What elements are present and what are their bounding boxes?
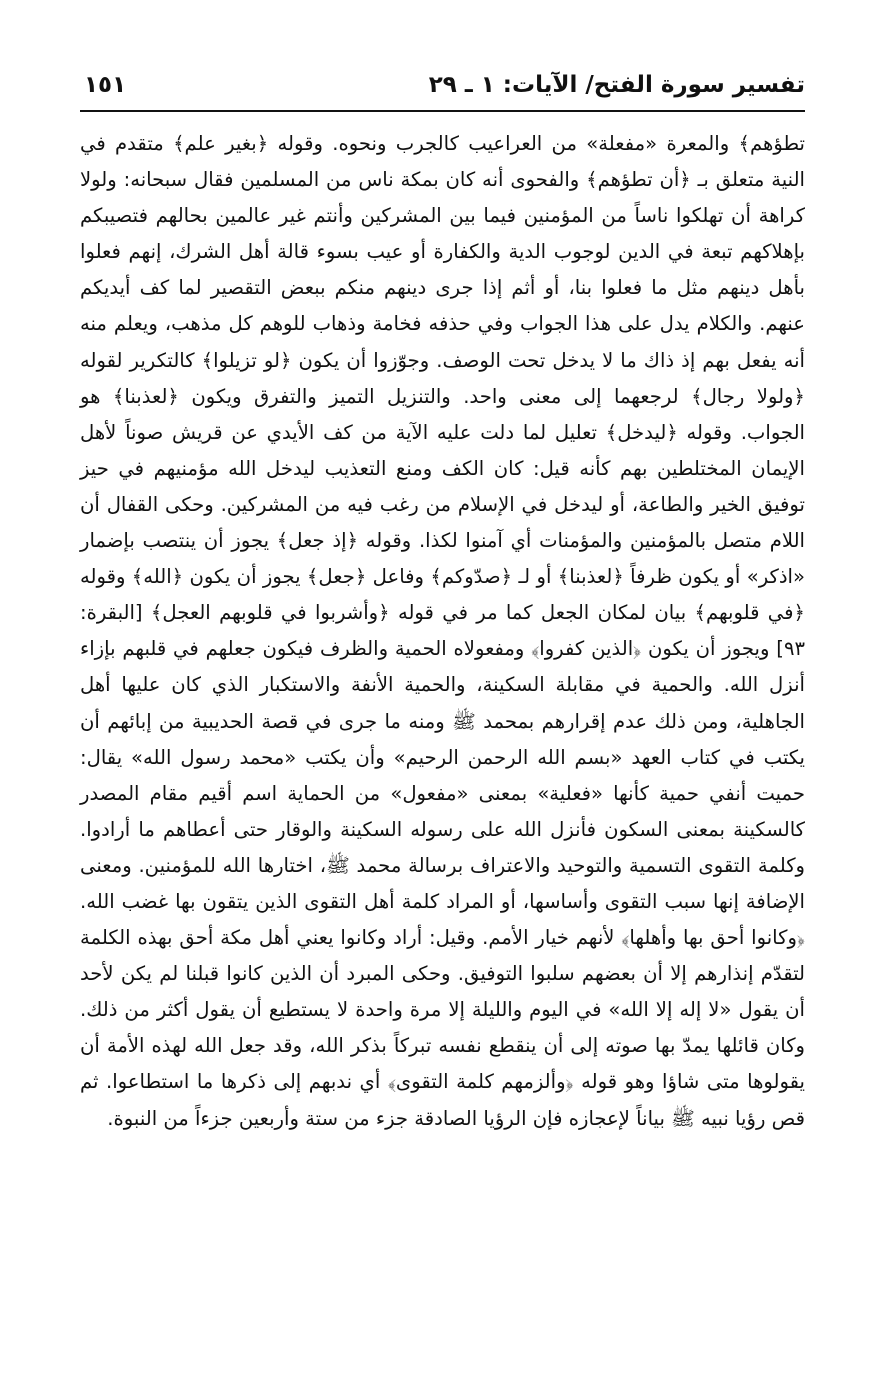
running-title: تفسير سورة الفتح/ الآيات: ١ ـ ٢٩ bbox=[428, 72, 805, 98]
body-paragraph: تطؤهم﴾ والمعرة «مفعلة» من العراعيب كالجرب ونحوه. وقوله ﴿بغير علم﴾ متقدم في النية متعلق بـ ﴿أن تطؤهم﴾ والفحوى أنه كان بمكة ناس من المسلمين فقال سبحانه: ولولا كراهة أن تهلكوا ناساً من المؤمنين فيما بين المشركين وأنتم غير عالمين بحالهم فتصيبكم بإهلاكهم تبعة في الدين لوجوب الدية والكفارة أو عيب بسوء قالة أهل الشرك، إنهم فعلوا بأهل دينهم مثل ما فعلوا بنا، أو أثم إذا جرى دينهم منكم ببعض التقصير لما كف أيديكم عنهم. والكلام يدل على هذا الجواب وفي حذفه فخامة وذهاب للوهم كل مذهب، ويعلم منه أنه يفعل بهم إذ ذاك ما لا يدخل تحت الوصف. وجوّزوا أن يكون ﴿لو تزيلوا﴾ كالتكرير لقوله ﴿ولولا رجال﴾ لرجعهما إلى معنى واحد. والتنزيل التميز والتفرق ويكون ﴿لعذبنا﴾ هو الجواب. وقوله ﴿ليدخل﴾ تعليل لما دلت عليه الآية من كف الأيدي عن قريش صوناً لأهل الإيمان المختلطين بهم كأنه قيل: كان الكف ومنع التعذيب ليدخل الله مؤمنيهم في حيز توفيق الخير والطاعة، أو ليدخل في الإسلام من رغب فيه من المشركين. وحكى القفال أن اللام متصل بالمؤمنين والمؤمنات أي آمنوا لكذا. وقوله ﴿إذ جعل﴾ يجوز أن ينتصب بإضمار «اذكر» أو يكون ظرفاً ﴿لعذبنا﴾ أو لـ ﴿صدّوكم﴾ وفاعل ﴿جعل﴾ يجوز أن يكون ﴿الله﴾ وقوله ﴿في قلوبهم﴾ بيان لمكان الجعل كما مر في قوله ﴿وأشربوا في قلوبهم العجل﴾ [البقرة: ٩٣] ويجوز أن يكون ﴿الذين كفروا﴾ ومفعولاه الحمية والظرف فيكون جعلهم في قلبهم بإزاء أنزل الله. والحمية في مقابلة السكينة، والحمية الأنفة والاستكبار الذي كان عليها أهل الجاهلية، ومن ذلك عدم إقرارهم بمحمد ﷺ ومنه ما جرى في قصة الحديبية من إبائهم أن يكتب في كتاب العهد «بسم الله الرحمن الرحيم» وأن يكتب «محمد رسول الله» يقال: حميت أنفي حمية كأنها «فعلية» بمعنى «مفعول» من الحماية اسم أقيم مقام المصدر كالسكينة بمعنى السكون فأنزل الله على رسوله السكينة والوقار حتى أعطاهم ما أرادوا. وكلمة التقوى التسمية والتوحيد والاعتراف برسالة محمد ﷺ، اختارها الله للمؤمنين. ومعنى الإضافة إنها سبب التقوى وأساسها، أو المراد كلمة أهل التقوى الذين يتقون بها غضب الله. ﴿وكانوا أحق بها وأهلها﴾ لأنهم خيار الأمم. وقيل: أراد وكانوا يعني أهل مكة أحق بهذه الكلمة لتقدّم إنذارهم إلا أن بعضهم سلبوا التوفيق. وحكى المبرد أن الذين كانوا قبلنا لم يكن لأحد أن يقول «لا إله إلا الله» في اليوم والليلة إلا مرة واحدة لا يستطيع أن يقول أكثر من ذلك. وكان قائلها يمدّ بها صوته إلى أن ينقطع نفسه تبركاً بذكر الله، وقد جعل الله لهذه الأمة أن يقولوها متى شاؤا وهو قوله ﴿وألزمهم كلمة التقوى﴾ أي ندبهم إلى ذكرها ما استطاعوا. ثم قص رؤيا نبيه ﷺ بياناً لإعجازه فإن الرؤيا الصادقة جزء من ستة وأربعين جزءاً من النبوة. bbox=[80, 132, 805, 1130]
page-header bbox=[80, 70, 805, 112]
page-number: ١٥١ bbox=[84, 72, 127, 98]
